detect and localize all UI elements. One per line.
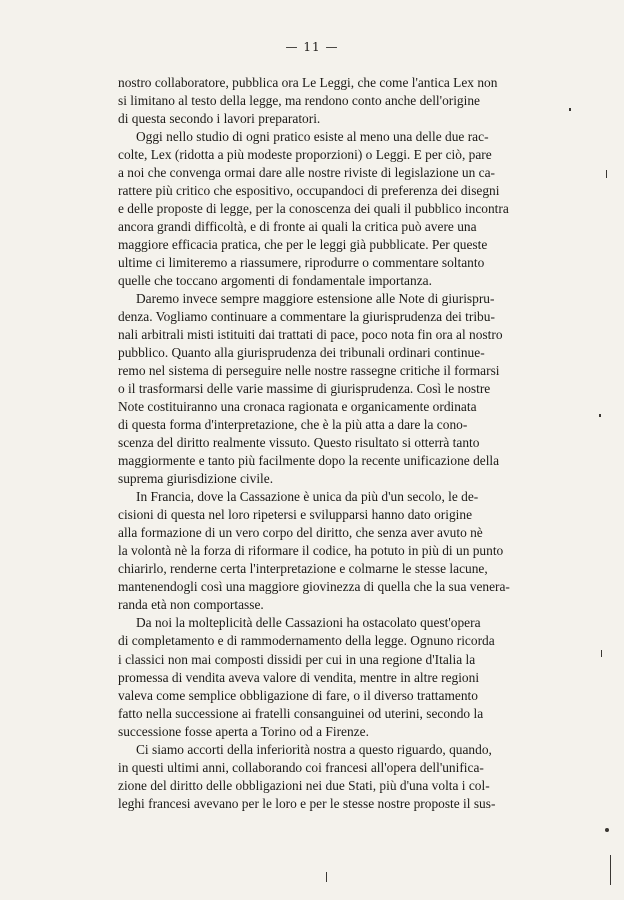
paragraph-start: Ci siamo accorti della inferiorità nostra a questo riguardo, quando,	[136, 741, 492, 757]
text-line: ancora grandi difficoltà, e di fronte ai quali la critica può avere una	[118, 219, 477, 235]
margin-speck	[569, 108, 571, 111]
margin-speck	[605, 828, 609, 832]
text-line: e delle proposte di legge, per la conoscenza dei quali il pubblico incontra	[118, 201, 509, 217]
text-line: si limitano al testo della legge, ma rendono conto anche dell'origine	[118, 93, 480, 109]
text-line: promessa di vendita aveva valore di vendita, mentre in altre regioni	[118, 669, 480, 685]
text-line: leghi francesi avevano per le loro e per le stesse nostre proposte il sus-	[118, 795, 496, 811]
text-line: Note costituiranno una cronaca ragionata e organicamente ordinata	[118, 399, 477, 415]
text-line: scenza del diritto realmente vissuto. Questo risultato si otterrà tanto	[118, 435, 480, 451]
paragraph-start: Da noi la molteplicità delle Cassazioni ha ostacolato quest'opera	[136, 615, 481, 631]
text-line: di questa forma d'interpretazione, che è la più atta a dare la cono-	[118, 417, 468, 433]
text-line: di questa secondo i lavori preparatori.	[118, 111, 321, 127]
text-line: suprema giurisdizione civile.	[118, 471, 274, 487]
text-line: alla formazione di un vero corpo del diritto, che senza aver avuto nè	[118, 525, 483, 541]
text-line: in questi ultimi anni, collaborando coi francesi all'opera dell'unifica-	[118, 759, 484, 775]
text-line: remo nel sistema di perseguire nelle nostre rassegne critiche il formarsi	[118, 363, 500, 379]
margin-speck	[601, 650, 602, 657]
text-line: colte, Lex (ridotta a più modeste proporzioni) o Leggi. E per ciò, pare	[118, 147, 492, 163]
text-line: nostro collaboratore, pubblica ora Le Leggi, che come l'antica Lex non	[118, 75, 498, 90]
text-line: fatto nella successione ai fratelli consanguinei od uterini, secondo la	[118, 705, 484, 721]
page-number: — 11 —	[285, 40, 339, 54]
text-line: la volontà nè la forza di riformare il codice, ha potuto in più di un punto	[118, 543, 504, 559]
paragraph-start: In Francia, dove la Cassazione è unica da più d'un secolo, le de-	[136, 489, 479, 505]
text-line: cisioni di questa nel loro ripetersi e svilupparsi hanno dato origine	[118, 507, 473, 523]
margin-speck	[326, 872, 327, 882]
text-line: chiarirlo, renderne certa l'interpretazione e colmarne le stesse lacune,	[118, 561, 488, 577]
margin-speck	[610, 855, 611, 885]
text-line: zione del diritto delle obbligazioni nei due Stati, più d'una volta i col-	[118, 777, 490, 793]
margin-speck	[599, 414, 601, 417]
text-line: maggiore efficacia pratica, che per le leggi già pubblicate. Per queste	[118, 237, 488, 253]
text-line: rattere più critico che espositivo, occupandoci di preferenza dei disegni	[118, 183, 500, 199]
text-line: successione fosse aperta a Torino od a Firenze.	[118, 723, 369, 739]
text-line: pubblico. Quanto alla giurisprudenza dei tribunali ordinari continue-	[118, 345, 485, 361]
paragraph-start: Oggi nello studio di ogni pratico esiste al meno una delle due rac-	[136, 129, 489, 145]
text-line: quelle che toccano argomenti di fondamentale importanza.	[118, 273, 432, 289]
text-line: denza. Vogliamo continuare a commentare la giurisprudenza dei tribu-	[118, 309, 495, 325]
text-line: nali arbitrali misti istituiti dai trattati di pace, poco nota fin ora al nostro	[118, 327, 503, 343]
text-line: a noi che convenga ormai dare alle nostre riviste di legislazione un ca-	[118, 165, 496, 181]
paragraph-start: Daremo invece sempre maggiore estensione alle Note di giurispru-	[136, 291, 495, 307]
margin-speck	[606, 170, 607, 178]
body-text	[118, 74, 568, 813]
text-line: o il trasformarsi delle varie massime di giurisprudenza. Così le nostre	[118, 381, 491, 397]
text-line: mantenendogli così una maggiore giovinezza di quella che la sua venera-	[118, 579, 510, 595]
text-line: i classici non mai composti dissidi per cui in una regione d'Italia la	[118, 651, 476, 667]
text-line: ultime ci limiteremo a riassumere, riprodurre o commentare soltanto	[118, 255, 485, 271]
text-line: randa età non comportasse.	[118, 597, 264, 613]
text-line: valeva come semplice obbligazione di fare, o il diverso trattamento	[118, 687, 478, 703]
text-line: di completamento e di rammodernamento della legge. Ognuno ricorda	[118, 633, 495, 649]
text-line: maggiormente e tanto più facilmente dopo la recente unificazione della	[118, 453, 500, 469]
